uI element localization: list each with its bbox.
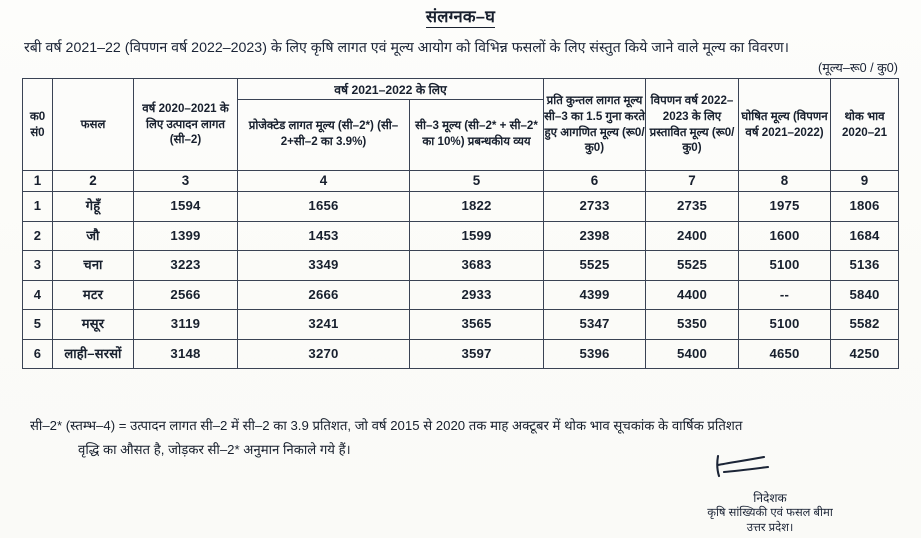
cell-wholesale-2020-21: 4250 bbox=[831, 339, 899, 369]
cell-cost-2020-21: 1594 bbox=[134, 192, 238, 222]
header-c3-value: सी–3 मूल्य (सी–2* + सी–2* का 10%) प्रबन्धकीय व्यय bbox=[410, 100, 544, 171]
cell-crop: चना bbox=[53, 251, 134, 281]
document-subtitle: रबी वर्ष 2021–22 (विपणन वर्ष 2022–2023) के लिए कृषि लागत एवं मूल्य आयोग को विभिन्न फसलों के लिए संस्तुत किये जाने वाले मूल्य का विवरण। bbox=[24, 40, 790, 56]
cell-cost-2020-21: 3148 bbox=[134, 339, 238, 369]
cell-projected-c2star: 1656 bbox=[238, 192, 410, 222]
cell-declared-2021-22: 5100 bbox=[739, 251, 831, 281]
price-table bbox=[22, 78, 899, 369]
table-column-number-row bbox=[23, 171, 899, 192]
cell-crop: जौ bbox=[53, 221, 134, 251]
table-row bbox=[23, 280, 899, 310]
handwritten-signature-icon bbox=[712, 452, 792, 482]
cell-cost-2020-21: 3223 bbox=[134, 251, 238, 281]
cell-c3-value: 3683 bbox=[410, 251, 544, 281]
cell-c3-value: 1599 bbox=[410, 221, 544, 251]
colnum-5: 5 bbox=[410, 171, 544, 192]
header-declared-2021-22: घोषित मूल्य (विपणन वर्ष 2021–2022) bbox=[739, 79, 831, 171]
cell-cost-2020-21: 2566 bbox=[134, 280, 238, 310]
cell-proposed-2022-23: 5400 bbox=[646, 339, 739, 369]
signature-designation: निदेशक bbox=[753, 491, 787, 505]
cell-c3-value: 3565 bbox=[410, 310, 544, 340]
cell-crop: मसूर bbox=[53, 310, 134, 340]
cell-computed-1-5x: 5347 bbox=[544, 310, 646, 340]
page-title-text: संलग्नक–घ bbox=[425, 8, 496, 26]
cell-crop: लाही–सरसों bbox=[53, 339, 134, 369]
cell-wholesale-2020-21: 1684 bbox=[831, 221, 899, 251]
header-crop: फसल bbox=[53, 79, 134, 171]
table-header-row-span bbox=[23, 79, 899, 100]
cell-declared-2021-22: 1975 bbox=[739, 192, 831, 222]
signature-state: उत्तर प्रदेश। bbox=[746, 522, 794, 535]
colnum-8: 8 bbox=[739, 171, 831, 192]
cell-sn: 1 bbox=[23, 192, 53, 222]
table-row bbox=[23, 192, 899, 222]
footnote-line-2: वृद्धि का औसत है, जोड़कर सी–2* अनुमान निकाले गये हैं। bbox=[78, 442, 351, 458]
cell-sn: 3 bbox=[23, 251, 53, 281]
header-cost-2020-21: वर्ष 2020–2021 के लिए उत्पादन लागत (सी–2) bbox=[134, 79, 238, 171]
cell-sn: 5 bbox=[23, 310, 53, 340]
colnum-3: 3 bbox=[134, 171, 238, 192]
cell-proposed-2022-23: 2735 bbox=[646, 192, 739, 222]
cell-projected-c2star: 2666 bbox=[238, 280, 410, 310]
cell-computed-1-5x: 2733 bbox=[544, 192, 646, 222]
footnote-line-1: सी–2* (स्तम्भ–4) = उत्पादन लागत सी–2 में सी–2 का 3.9 प्रतिशत, जो वर्ष 2015 से 2020 तक माह अक्टूबर में थोक भाव सूचकांक के वार्षिक प्रतिशत bbox=[30, 418, 743, 433]
table-row bbox=[23, 339, 899, 369]
cell-cost-2020-21: 3119 bbox=[134, 310, 238, 340]
cell-cost-2020-21: 1399 bbox=[134, 221, 238, 251]
signature-department: कृषि सांख्यिकी एवं फसल बीमा bbox=[707, 507, 833, 520]
signature-block bbox=[620, 490, 920, 537]
cell-projected-c2star: 1453 bbox=[238, 221, 410, 251]
cell-proposed-2022-23: 4400 bbox=[646, 280, 739, 310]
colnum-2: 2 bbox=[53, 171, 134, 192]
cell-computed-1-5x: 4399 bbox=[544, 280, 646, 310]
cell-declared-2021-22: 1600 bbox=[739, 221, 831, 251]
page-title bbox=[0, 4, 921, 27]
header-proposed-2022-23: विपणन वर्ष 2022–2023 के लिए प्रस्तावित मूल्य (रू0/कु0) bbox=[646, 79, 739, 171]
header-span-year-2021-2022: वर्ष 2021–2022 के लिए bbox=[238, 79, 544, 100]
cell-projected-c2star: 3241 bbox=[238, 310, 410, 340]
cell-projected-c2star: 3349 bbox=[238, 251, 410, 281]
cell-computed-1-5x: 5396 bbox=[544, 339, 646, 369]
header-computed-1-5x: प्रति कुन्तल लागत मूल्य सी–3 का 1.5 गुना करते हुए आगणित मूल्य (रू0/कु0) bbox=[544, 79, 646, 171]
cell-wholesale-2020-21: 5840 bbox=[831, 280, 899, 310]
header-sn: क0 सं0 bbox=[23, 79, 53, 171]
table-row bbox=[23, 310, 899, 340]
cell-declared-2021-22: 4650 bbox=[739, 339, 831, 369]
colnum-4: 4 bbox=[238, 171, 410, 192]
colnum-1: 1 bbox=[23, 171, 53, 192]
cell-wholesale-2020-21: 5582 bbox=[831, 310, 899, 340]
cell-proposed-2022-23: 2400 bbox=[646, 221, 739, 251]
unit-note: (मूल्य–रू0 / कु0) bbox=[818, 61, 898, 75]
cell-wholesale-2020-21: 5136 bbox=[831, 251, 899, 281]
table-row bbox=[23, 251, 899, 281]
cell-wholesale-2020-21: 1806 bbox=[831, 192, 899, 222]
colnum-6: 6 bbox=[544, 171, 646, 192]
cell-sn: 4 bbox=[23, 280, 53, 310]
cell-crop: मटर bbox=[53, 280, 134, 310]
price-table-wrapper bbox=[22, 78, 898, 369]
cell-c3-value: 1822 bbox=[410, 192, 544, 222]
cell-sn: 6 bbox=[23, 339, 53, 369]
header-projected-c2star: प्रोजेक्टेड लागत मूल्य (सी–2*) (सी–2+सी–2 का 3.9%) bbox=[238, 100, 410, 171]
cell-declared-2021-22: -- bbox=[739, 280, 831, 310]
table-row bbox=[23, 221, 899, 251]
cell-crop: गेहूँ bbox=[53, 192, 134, 222]
table-body bbox=[23, 192, 899, 369]
cell-proposed-2022-23: 5525 bbox=[646, 251, 739, 281]
cell-declared-2021-22: 5100 bbox=[739, 310, 831, 340]
cell-projected-c2star: 3270 bbox=[238, 339, 410, 369]
cell-sn: 2 bbox=[23, 221, 53, 251]
colnum-9: 9 bbox=[831, 171, 899, 192]
colnum-7: 7 bbox=[646, 171, 739, 192]
cell-c3-value: 3597 bbox=[410, 339, 544, 369]
cell-proposed-2022-23: 5350 bbox=[646, 310, 739, 340]
cell-computed-1-5x: 5525 bbox=[544, 251, 646, 281]
cell-computed-1-5x: 2398 bbox=[544, 221, 646, 251]
cell-c3-value: 2933 bbox=[410, 280, 544, 310]
header-wholesale-2020-21: थोक भाव 2020–21 bbox=[831, 79, 899, 171]
